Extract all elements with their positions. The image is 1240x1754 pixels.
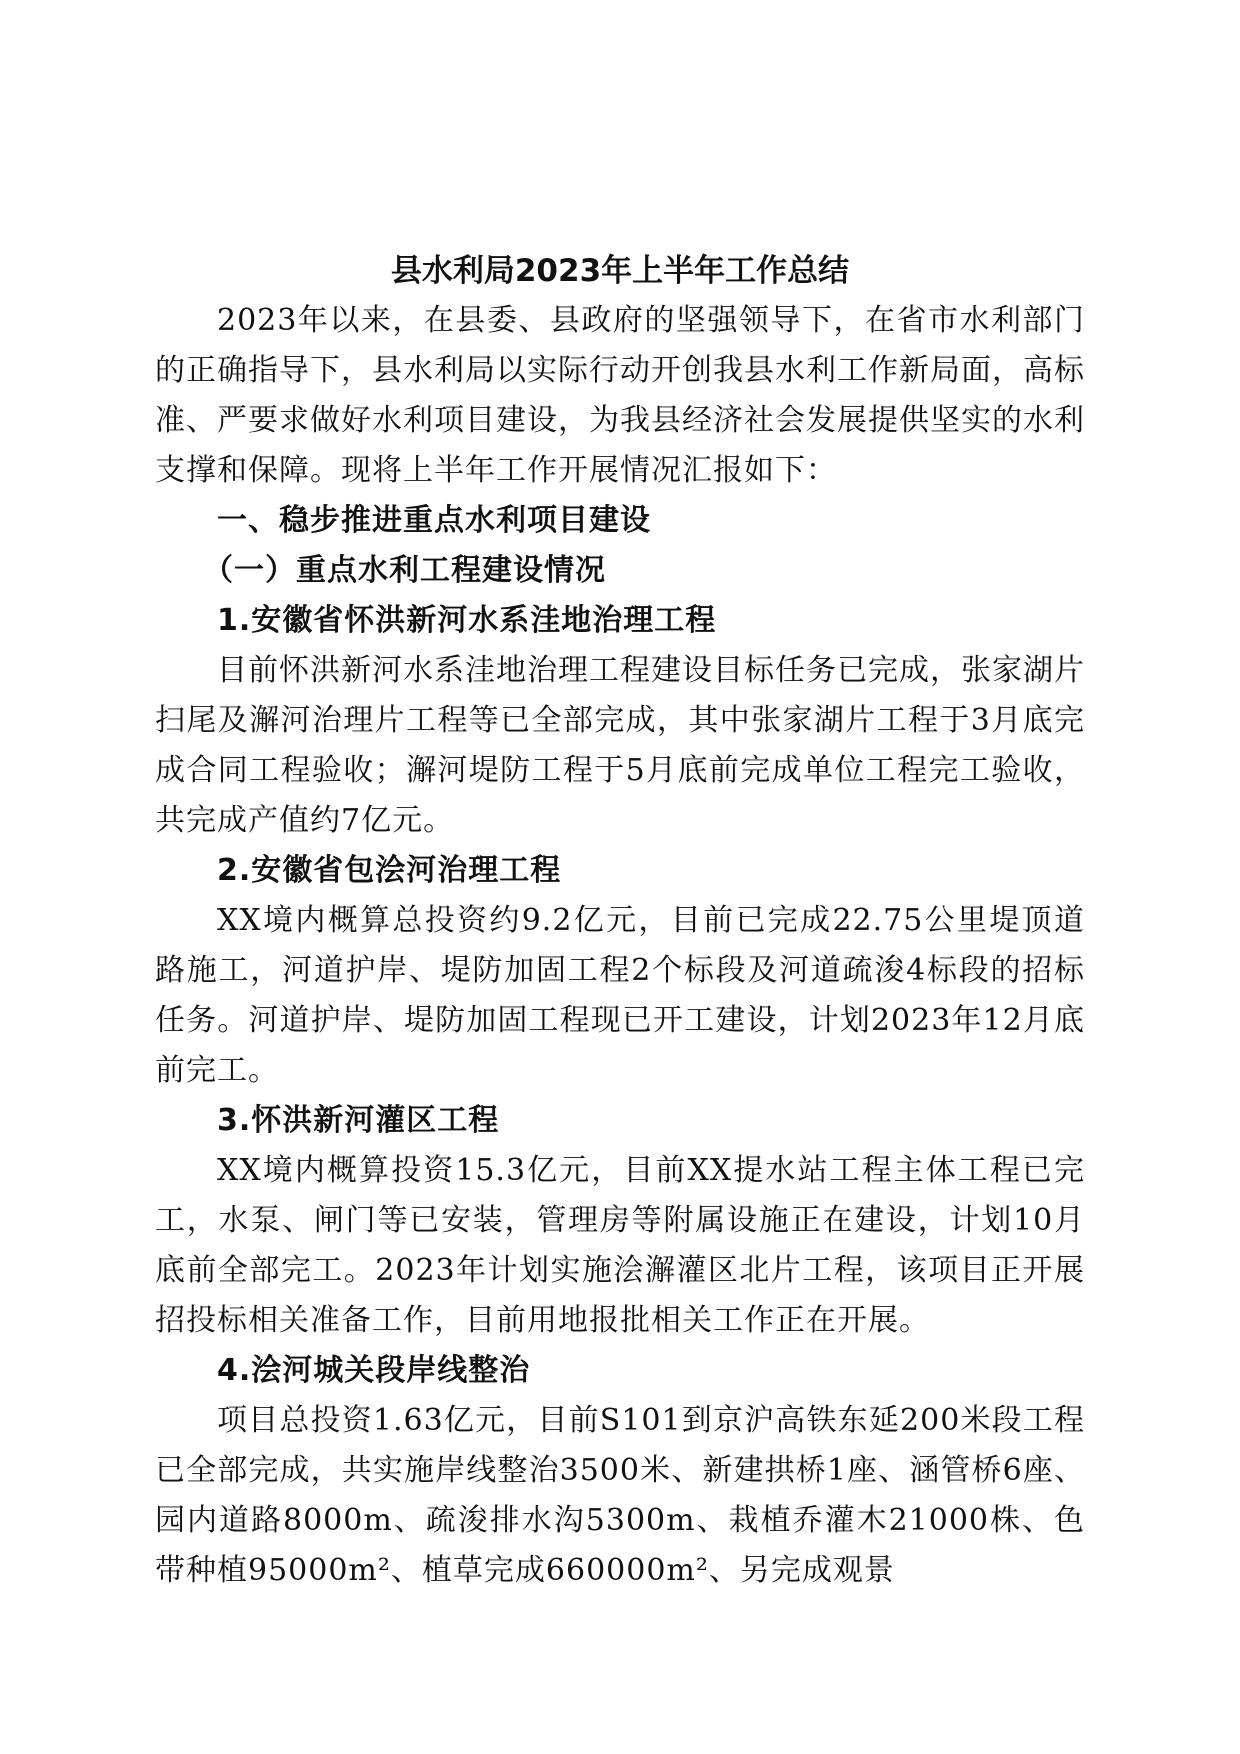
item-heading: 1.安徽省怀洪新河水系洼地治理工程 [217,603,717,638]
item-paragraph: XX境内概算总投资约9.2亿元，目前已完成22.75公里堤顶道路施工，河道护岸、堤防加固工程2个标段及河道疏浚4标段的招标任务。河道护岸、堤防加固工程现已开工建设，计划2023年12月底前完工。 [155,903,1085,1088]
intro-paragraph: 2023年以来，在县委、县政府的坚强领导下，在省市水利部门的正确指导下，县水利局以实际行动开创我县水利工作新局面，高标准、严要求做好水利项目建设，为我县经济社会发展提供坚实的水利支撑和保障。现将上半年工作开展情况汇报如下： [155,303,1085,488]
item-paragraph: 目前怀洪新河水系洼地治理工程建设目标任务已完成，张家湖片扫尾及澥河治理片工程等已全部完成，其中张家湖片工程于3月底完成合同工程验收；澥河堤防工程于5月底前完成单位工程完工验收，共完成产值约7亿元。 [155,653,1085,838]
subsection-heading: （一）重点水利工程建设情况 [203,553,606,588]
document-content [155,246,1085,1596]
item-heading: 3.怀洪新河灌区工程 [217,1103,500,1138]
item-heading: 4.浍河城关段岸线整治 [217,1353,531,1388]
item-paragraph: XX境内概算投资15.3亿元，目前XX提水站工程主体工程已完工，水泵、闸门等已安装，管理房等附属设施正在建设，计划10月底前全部完工。2023年计划实施浍澥灌区北片工程，该项目正开展招投标相关准备工作，目前用地报批相关工作正在开展。 [155,1153,1085,1338]
section-heading: 一、稳步推进重点水利项目建设 [217,503,651,538]
item-paragraph: 项目总投资1.63亿元，目前S101到京沪高铁东延200米段工程已全部完成，共实施岸线整治3500米、新建拱桥1座、涵管桥6座、园内道路8000m、疏浚排水沟5300m、栽植乔灌木21000株、色带种植95000m²、植草完成660000m²、另完成观景 [155,1403,1085,1588]
item-heading: 2.安徽省包浍河治理工程 [217,853,562,888]
document-title: 县水利局2023年上半年工作总结 [390,253,850,289]
